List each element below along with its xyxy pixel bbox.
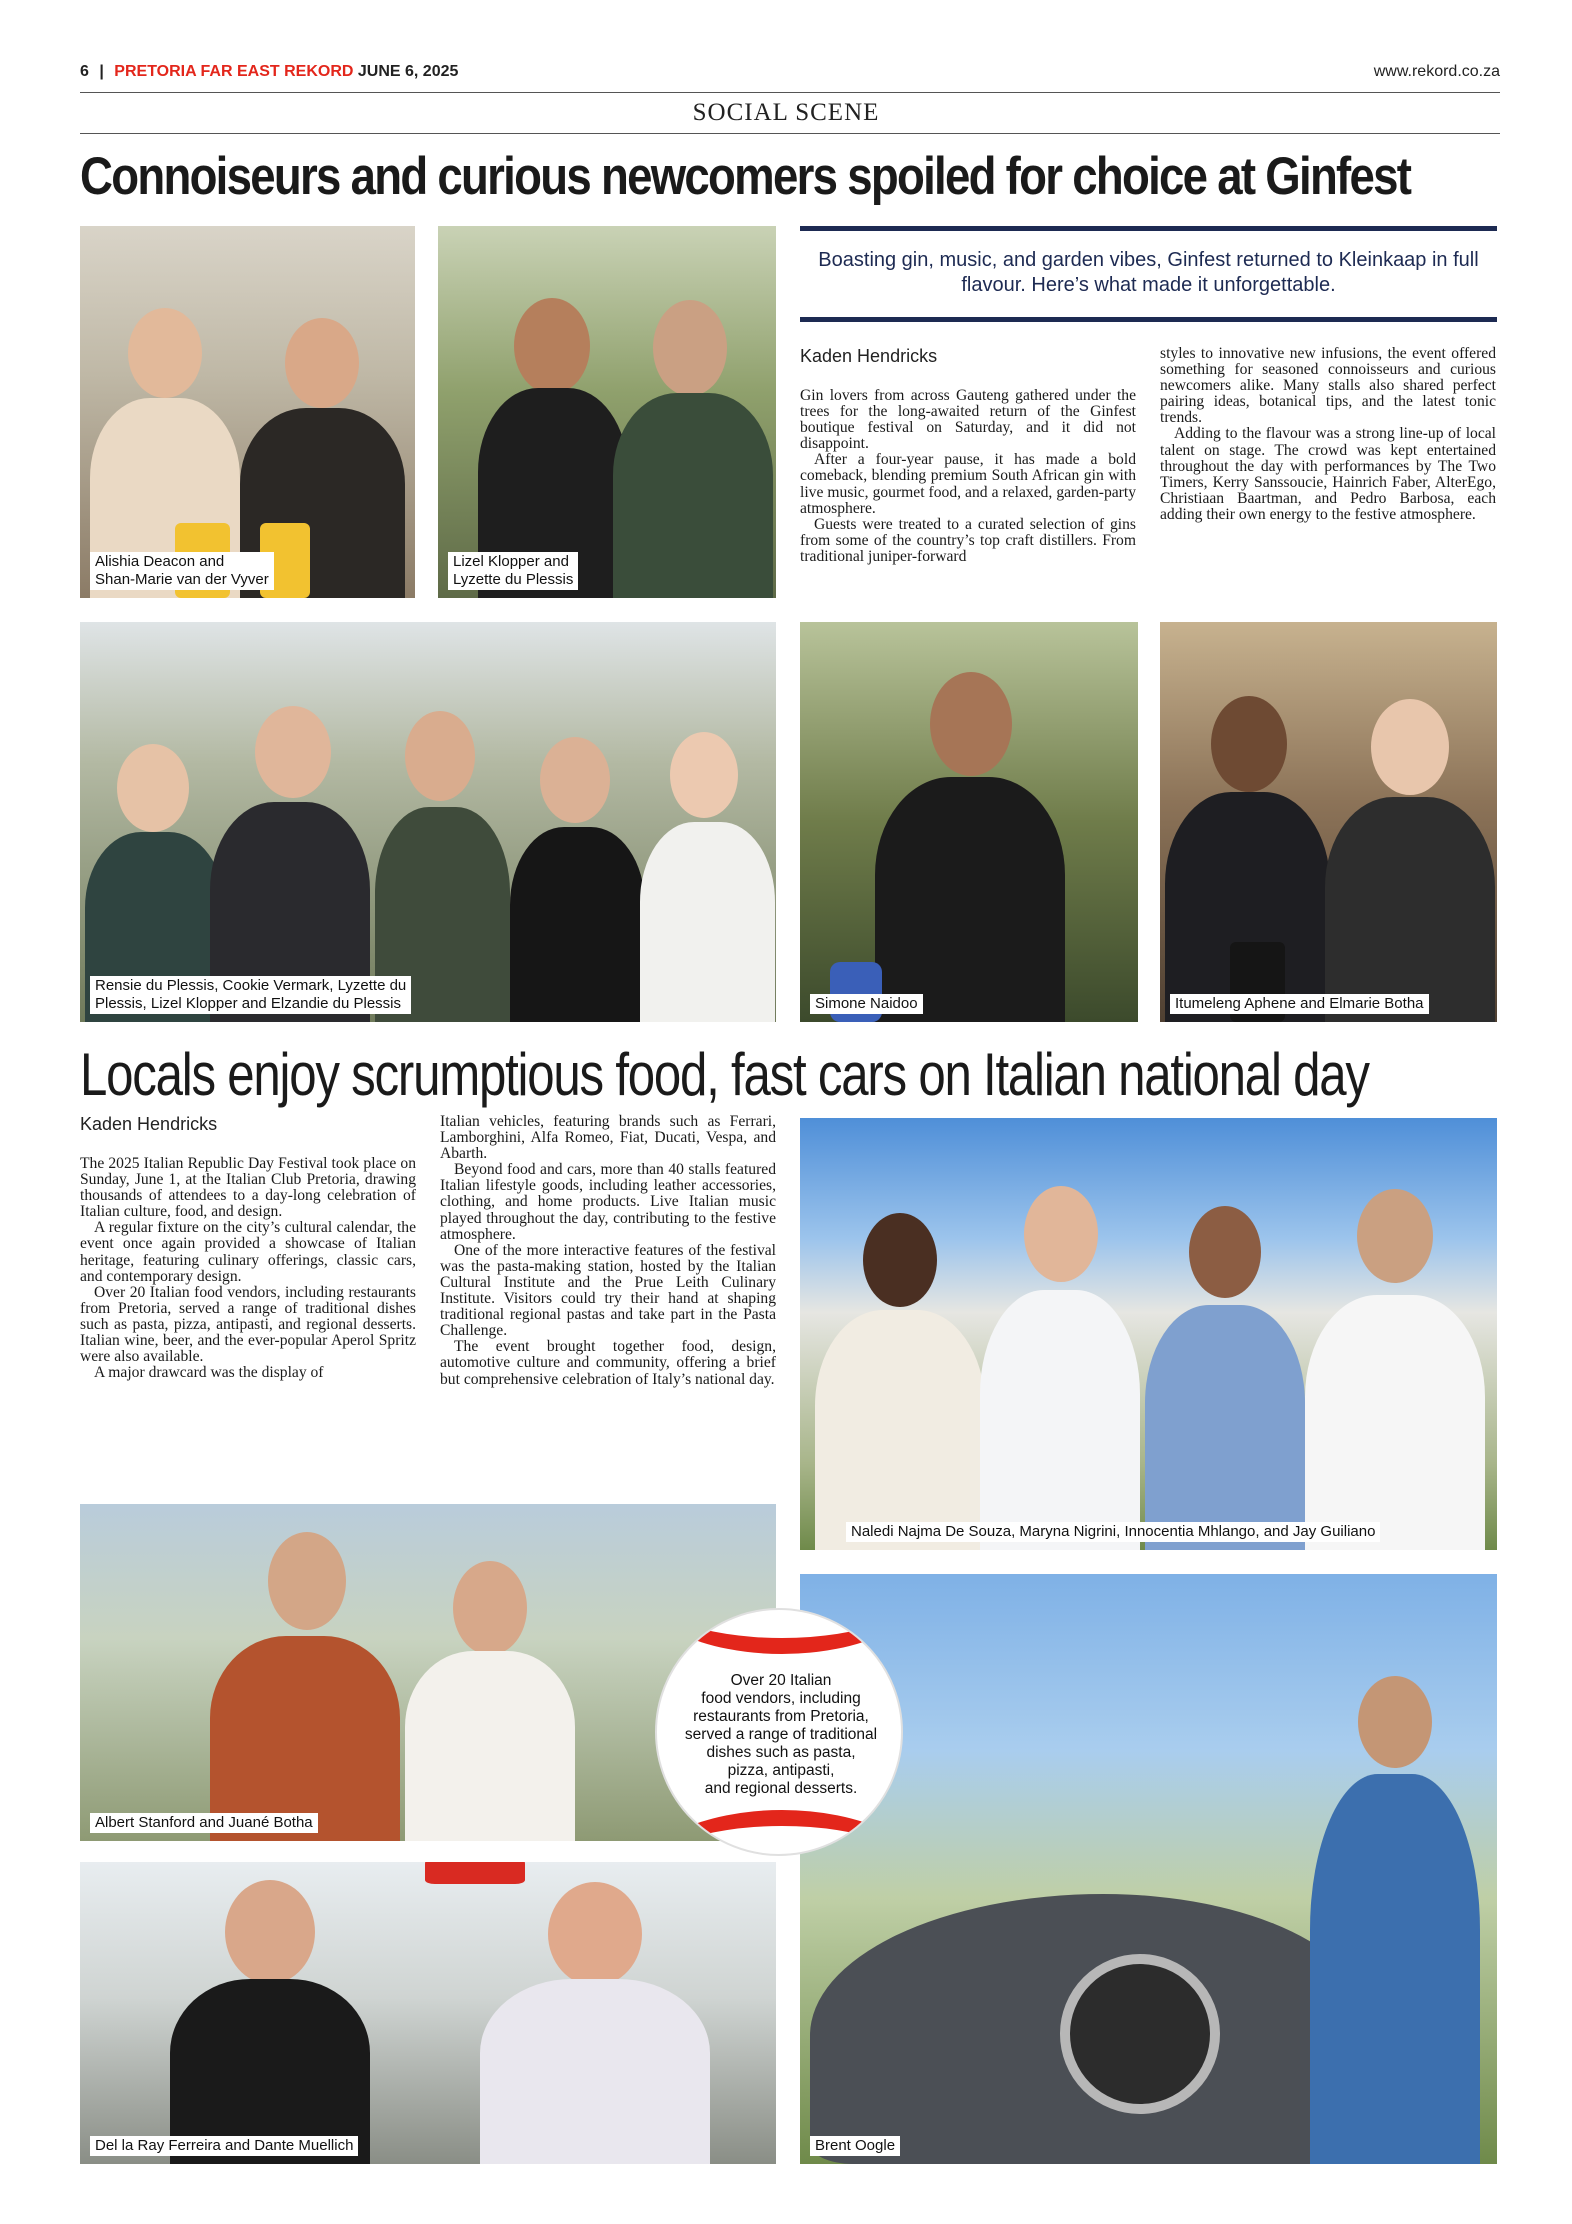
standfirst-rule-top: [800, 226, 1497, 231]
photo-caption: Del la Ray Ferreira and Dante Muellich: [90, 2136, 358, 2156]
story2-column-1: [80, 1156, 416, 1381]
photo-lizel-lyzette: [438, 226, 776, 598]
photo-alishia-shan-marie: [80, 226, 415, 598]
photo-caption: Naledi Najma De Souza, Maryna Nigrini, Innocentia Mhlango, and Jay Guiliano: [846, 1522, 1380, 1542]
photo-people: [800, 622, 1138, 1022]
paragraph: The event brought together food, design, automotive culture and community, offering a brief but comprehensive celebration of Italy’s national day.: [440, 1338, 776, 1388]
paragraph: The 2025 Italian Republic Day Festival took place on Sunday, June 1, at the Italian Club Pretoria, drawing thousands of attendees to a day-long celebration of Italian culture, food, and design.: [80, 1155, 416, 1221]
paragraph: Gin lovers from across Gauteng gathered under the trees for the long-awaited return of the Ginfest boutique festival on Saturday, and it did not disappoint.: [800, 387, 1136, 453]
red-swoosh-decoration: [655, 1810, 903, 1856]
photo-caption: Rensie du Plessis, Cookie Vermark, Lyzette du Plessis, Lizel Klopper and Elzandie du Plessis: [90, 976, 411, 1014]
publication-name: PRETORIA FAR EAST REKORD: [114, 63, 354, 80]
story2-headline: Locals enjoy scrumptious food, fast cars on Italian national day: [80, 1041, 1369, 1108]
photo-simone-naidoo: [800, 622, 1138, 1022]
photo-group-five: [80, 622, 776, 1022]
pull-quote-text: Over 20 Italian food vendors, including restaurants from Pretoria, served a range of traditional dishes such as pasta, pizza, antipasti, and regional desserts.: [684, 1672, 878, 1797]
photo-people: [800, 1118, 1497, 1550]
red-swoosh-decoration: [655, 1608, 903, 1654]
pull-quote-circle: [655, 1608, 903, 1856]
paragraph: One of the more interactive features of the festival was the pasta-making station, hosted by the Italian Cultural Institute and the Prue Leith Culinary Institute. Visitors could try their hand at shaping traditional regional pastas and take part in the Pasta Challenge.: [440, 1241, 776, 1340]
masthead-separator: |: [99, 63, 104, 80]
top-rule: [80, 92, 1500, 93]
photo-itumeleng-elmarie: [1160, 622, 1497, 1022]
photo-caption: Brent Oogle: [810, 2136, 900, 2156]
section-rule: [80, 133, 1500, 134]
paragraph: A major drawcard was the display of: [94, 1364, 324, 1382]
photo-people: [80, 226, 415, 598]
paragraph: Guests were treated to a curated selection of gins from some of the country’s top craft distillers. From traditional juniper-forward: [800, 515, 1136, 565]
paragraph: styles to innovative new infusions, the event offered something for seasoned connoisseurs and curious newcomers alike. Many stalls also shared perfect pairing ideas, botanical tips, and the latest tonic trends.: [1160, 345, 1496, 427]
photo-caption: Simone Naidoo: [810, 994, 923, 1014]
paragraph: A regular fixture on the city’s cultural calendar, the event once again provided a showcase of Italian heritage, featuring culinary offerings, classic cars, and contemporary design.: [80, 1219, 416, 1285]
photo-caption: Lizel Klopper and Lyzette du Plessis: [448, 552, 578, 590]
paragraph: After a four-year pause, it has made a bold comeback, blending premium South African gin with live music, gourmet food, and a relaxed, garden-party atmosphere.: [800, 451, 1136, 517]
issue-date: JUNE 6, 2025: [357, 63, 459, 80]
photo-people: [1160, 622, 1497, 1022]
photo-brent-oogle: [800, 1574, 1497, 2164]
photo-people: [800, 1574, 1497, 2164]
photo-people: [80, 622, 776, 1022]
paragraph: Beyond food and cars, more than 40 stalls featured Italian lifestyle goods, including leather accessories, clothing, and home products. Live Italian music played throughout the day, contributing to the festive atmosphere.: [440, 1161, 776, 1243]
paragraph: Over 20 Italian food vendors, including restaurants from Pretoria, served a range of traditional dishes such as pasta, pizza, antipasti, and regional desserts. Italian wine, beer, and the ever-popular Aperol Spritz were also available.: [80, 1283, 416, 1366]
photo-caption: Albert Stanford and Juané Botha: [90, 1813, 318, 1833]
photo-caption: Itumeleng Aphene and Elmarie Botha: [1170, 994, 1429, 1014]
story1-column-2: [1160, 346, 1496, 523]
story1-standfirst: Boasting gin, music, and garden vibes, Ginfest returned to Kleinkaap in full flavour. Here’s what made it unforgettable.: [818, 249, 1479, 296]
photo-naledi-maryna-innocentia-jay: [800, 1118, 1497, 1550]
story2-byline: Kaden Hendricks: [80, 1114, 218, 1134]
photo-people: [438, 226, 776, 598]
story1-headline: Connoiseurs and curious newcomers spoiled for choice at Ginfest: [80, 147, 1411, 206]
section-title: SOCIAL SCENE: [692, 99, 880, 126]
photo-del-la-ray-dante: [80, 1862, 776, 2164]
photo-caption: Alishia Deacon and Shan-Marie van der Vyver: [90, 552, 274, 590]
story1-byline: Kaden Hendricks: [800, 346, 938, 366]
paragraph: Italian vehicles, featuring brands such as Ferrari, Lamborghini, Alfa Romeo, Fiat, Ducati, Vespa, and Abarth.: [440, 1113, 776, 1163]
masthead-left: [80, 63, 458, 81]
page-number: 6: [80, 63, 89, 80]
photo-people: [80, 1862, 776, 2164]
paragraph: Adding to the flavour was a strong line-up of local talent on stage. The crowd was kept entertained throughout the day with performances by The Two Timers, Kerry Sanssoucie, Hainrich Faber, AlterEgo, Christiaan Baartman, and Pedro Barbosa, each adding their own energy to the festive atmosphere.: [1160, 425, 1496, 523]
website-link[interactable]: www.rekord.co.za: [1373, 63, 1500, 80]
story1-column-1: [800, 388, 1136, 565]
story2-column-2: [440, 1114, 776, 1388]
standfirst-rule-bottom: [800, 317, 1497, 322]
